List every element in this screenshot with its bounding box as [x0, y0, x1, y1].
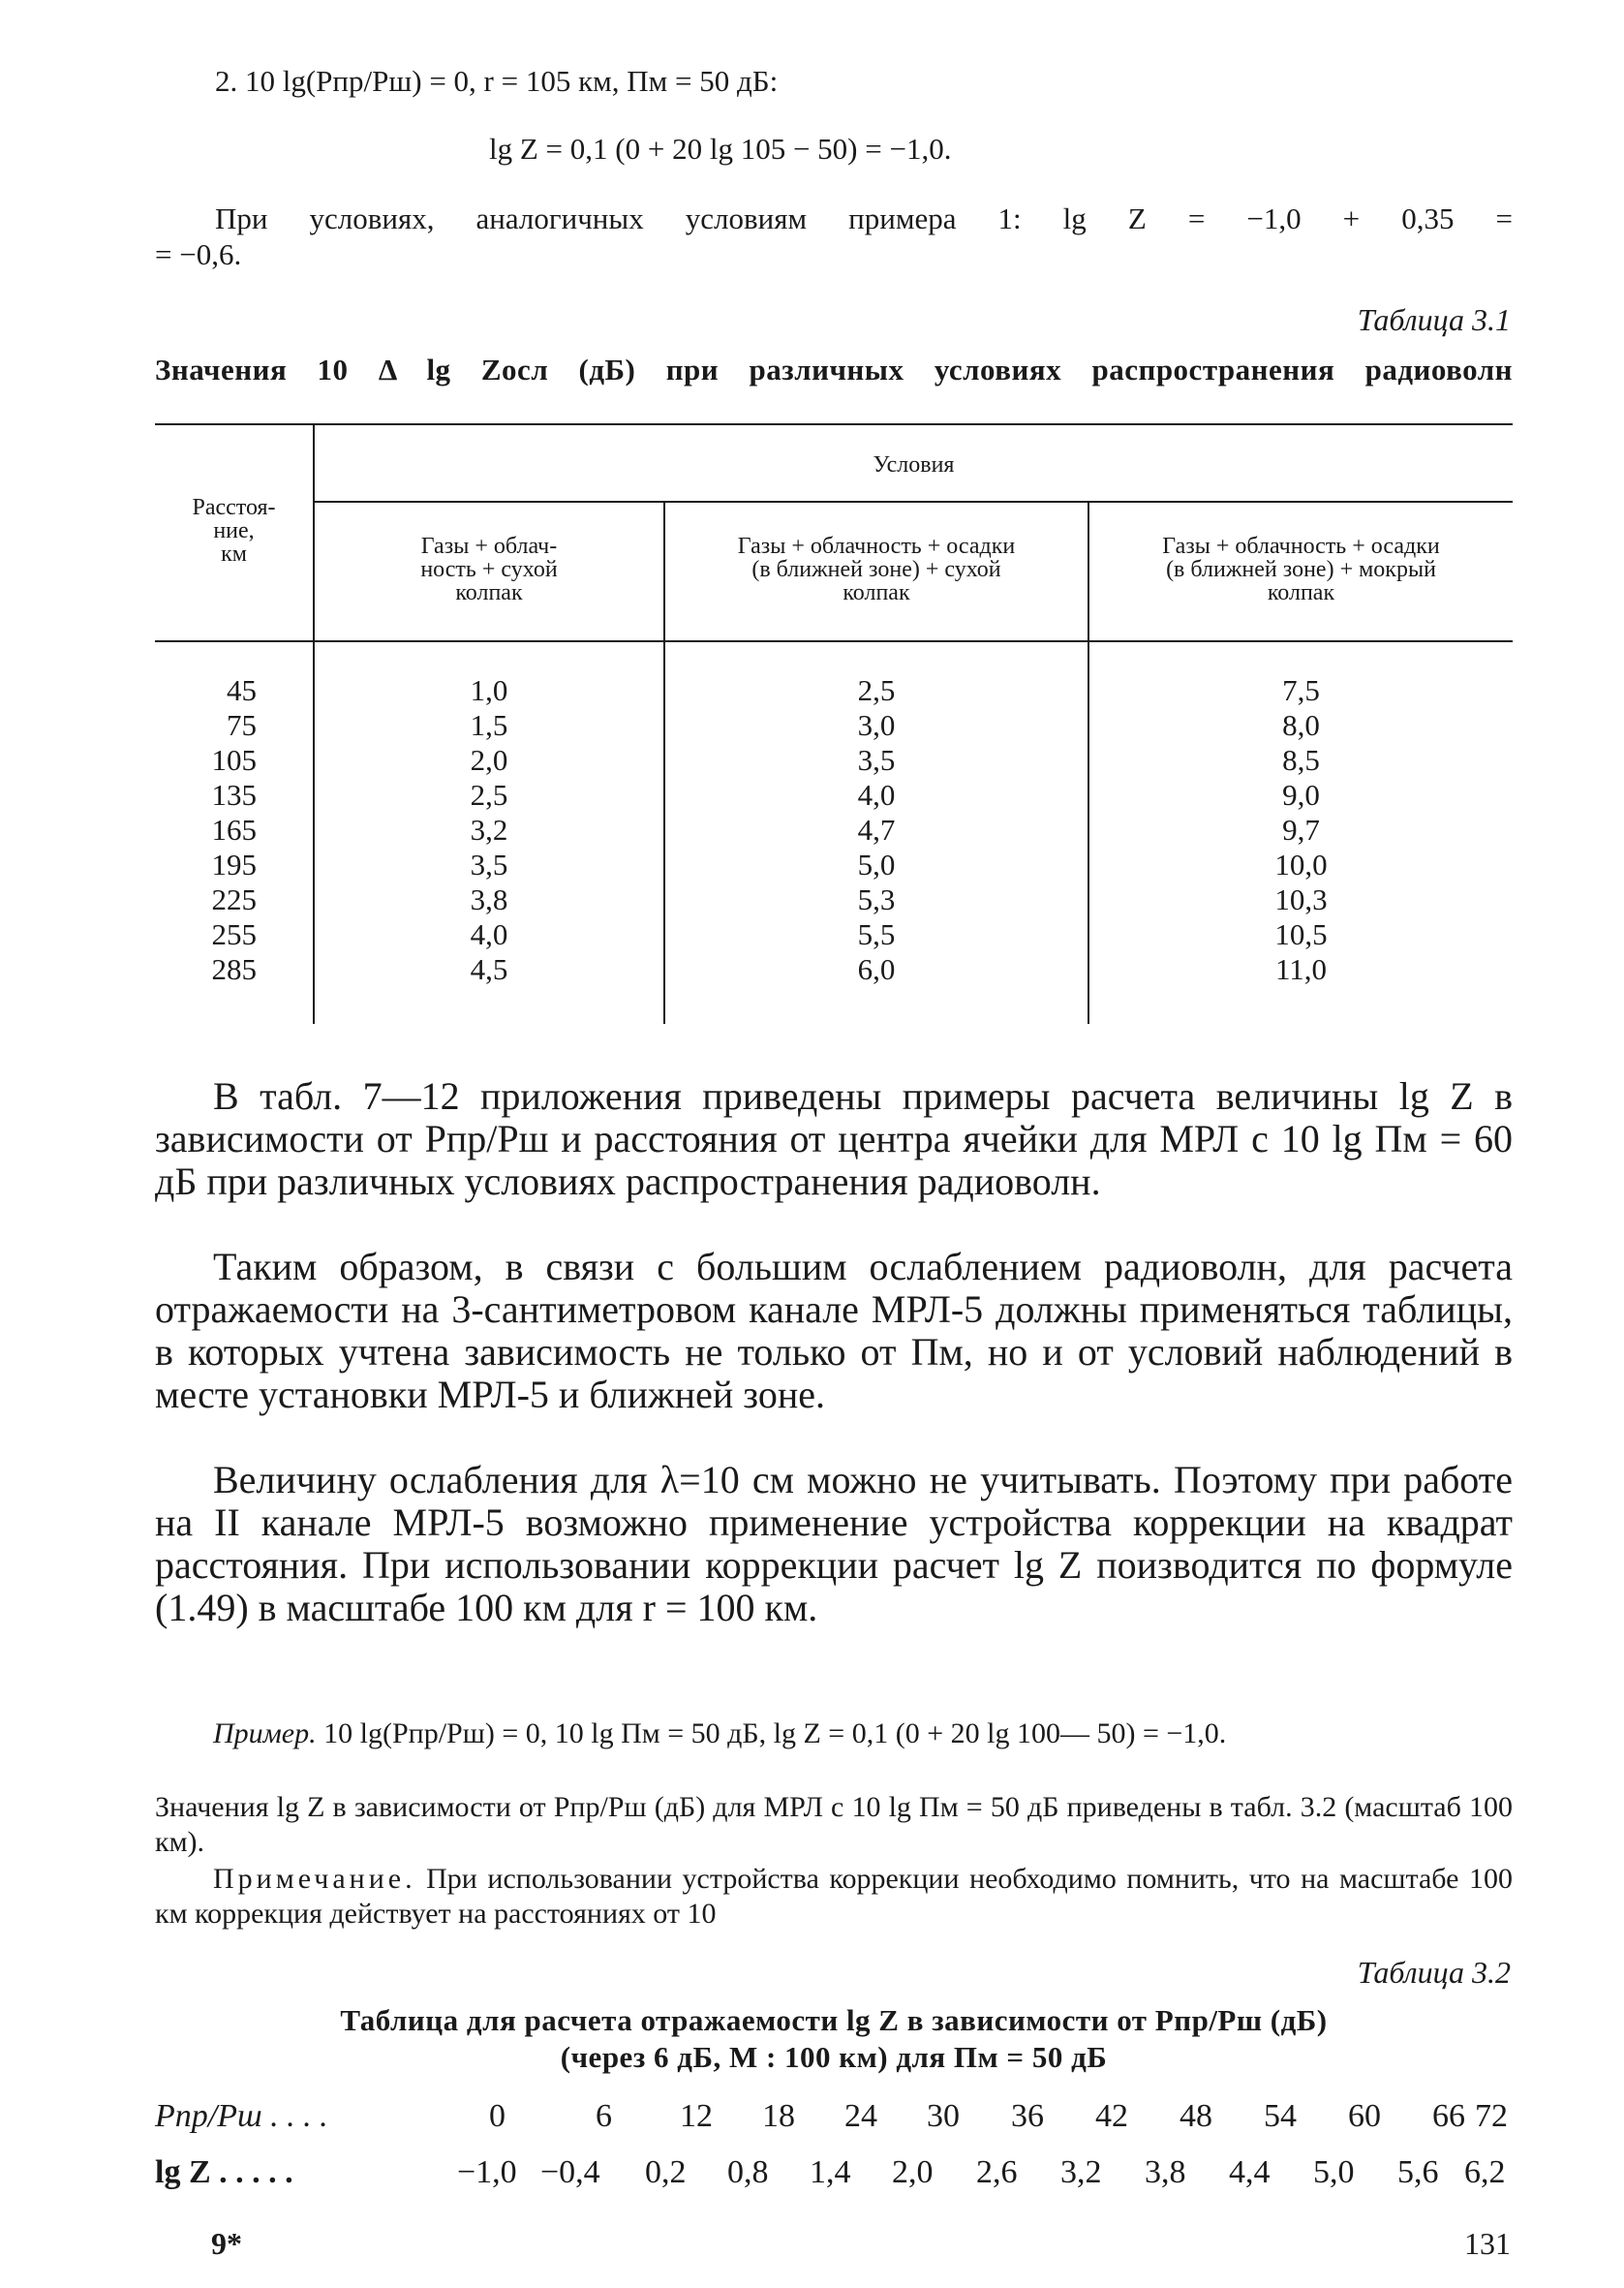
table2-cell: 66	[1432, 2098, 1465, 2134]
header-col2-line: (в ближней зоне) + сухой	[751, 557, 1001, 582]
table2-caption-line2: (через 6 дБ, М : 100 км) для Пм = 50 дБ	[560, 2040, 1108, 2074]
table1-header-col3	[1089, 535, 1513, 604]
table1-header-rule	[155, 640, 1513, 642]
note-text: При использовании устройства коррекции необходимо помнить, что на масштабе 100 км коррекция действует на расстояниях от 10	[155, 1863, 1513, 1930]
example-block	[155, 1716, 1513, 1751]
page-number: 131	[1464, 2226, 1511, 2261]
table2-row1-label: Pпр/Pш . . . .	[155, 2098, 328, 2134]
table1-col1-values: 1,0 1,5 2,0 2,5 3,2 3,5 3,8 4,0 4,5	[470, 673, 508, 986]
paragraph-3	[155, 1459, 1513, 1629]
table2-cell: 6,2	[1464, 2154, 1506, 2190]
table2-cell: 30	[927, 2098, 960, 2134]
table2-cell: 42	[1095, 2098, 1128, 2134]
example-2-line: 2. 10 lg(Pпр/Pш) = 0, r = 105 км, Пм = 50 дБ:	[215, 64, 779, 98]
table1-distance-col: 45 75 105 135 165 195 225 255 285	[211, 673, 257, 986]
table1-top-rule	[155, 423, 1513, 425]
table1-conditions-rule	[315, 501, 1513, 503]
header-col1-line: колпак	[455, 580, 523, 605]
table2-caption-line1: Таблица для расчета отражаемости lg Z в зависимости от Pпр/Pш (дБ)	[340, 2003, 1328, 2037]
table2-cell: 5,6	[1397, 2154, 1439, 2190]
note-label: Примечание.	[213, 1863, 416, 1895]
table1-header-conditions: Условия	[873, 452, 955, 478]
table2-row2-label: lg Z . . . . .	[155, 2154, 293, 2190]
header-col1-line: Газы + облач-	[420, 534, 558, 559]
table2-cell: 2,6	[976, 2154, 1018, 2190]
paragraph-1-text: В табл. 7—12 приложения приведены примеры расчета величины lg Z в зависимости от Pпр/Pш и расстояния от центра ячейки для МРЛ с 10 lg Пм = 60 дБ при различных условиях распространения радиоволн.	[155, 1074, 1513, 1203]
header-distance-line: Расстоя-	[192, 495, 276, 520]
table2-cell: 4,4	[1229, 2154, 1271, 2190]
table2-row-ratio	[155, 2098, 1513, 2143]
note-block	[155, 1862, 1513, 1932]
table2-cell: 12	[680, 2098, 713, 2134]
paragraph-2-text: Таким образом, в связи с большим ослаблением радиоволн, для расчета отражаемости на 3-сантиметровом канале МРЛ-5 должны применяться таблицы, в которых учтена зависимость не только от Пм, но и от условий наблюдений в месте установки МРЛ-5 и ближней зоне.	[155, 1245, 1513, 1416]
header-col2-line: колпак	[843, 580, 910, 605]
table1-caption: Значения 10 Δ lg Zосл (дБ) при различных условиях распространения радиоволн	[155, 353, 1513, 386]
signature-mark: 9*	[211, 2226, 242, 2261]
table2-cell: 6	[596, 2098, 612, 2134]
table2-cell: 2,0	[892, 2154, 934, 2190]
table2-cell: −1,0	[457, 2154, 517, 2190]
table2-cell: 3,2	[1060, 2154, 1102, 2190]
paragraph-1	[155, 1075, 1513, 1203]
table2-cell: 54	[1264, 2098, 1297, 2134]
example-text: 10 lg(Pпр/Pш) = 0, 10 lg Пм = 50 дБ, lg Z = 0,1 (0 + 20 lg 100— 50) = −1,0.	[323, 1717, 1227, 1749]
formula-lgz: lg Z = 0,1 (0 + 20 lg 105 − 50) = −1,0.	[489, 132, 952, 166]
header-distance-line: ние,	[213, 518, 255, 543]
header-col3-line: (в ближней зоне) + мокрый	[1166, 557, 1436, 582]
table1-header-col1	[315, 535, 663, 604]
table2-cell: 24	[844, 2098, 877, 2134]
table1-label: Таблица 3.1	[1357, 302, 1511, 337]
paragraph-2	[155, 1246, 1513, 1416]
table2-cell: 0,8	[727, 2154, 769, 2190]
conditions-line: При условиях, аналогичных условиям примера 1: lg Z = −1,0 + 0,35 =	[215, 201, 1513, 235]
table2-cell: 5,0	[1313, 2154, 1355, 2190]
header-col1-line: ность + сухой	[420, 557, 558, 582]
example-values-paragraph: Значения lg Z в зависимости от Pпр/Pш (дБ) для МРЛ с 10 lg Пм = 50 дБ приведены в табл. 3.2 (масштаб 100 км).	[155, 1791, 1513, 1858]
table2-cell: 60	[1348, 2098, 1381, 2134]
table2-cell: −0,4	[540, 2154, 600, 2190]
table2-row-lgz	[155, 2154, 1513, 2199]
table1-header-distance	[155, 496, 313, 566]
header-col3-line: Газы + облачность + осадки	[1162, 534, 1440, 559]
table2-cell: 1,4	[810, 2154, 851, 2190]
table2-cell: 48	[1180, 2098, 1212, 2134]
table2-cell: 3,8	[1145, 2154, 1186, 2190]
header-col2-line: Газы + облачность + осадки	[737, 534, 1016, 559]
conditions-result: = −0,6.	[155, 237, 242, 271]
table2-cell: 72	[1475, 2098, 1508, 2134]
table1-col3-values: 7,5 8,0 8,5 9,0 9,7 10,0 10,3 10,5 11,0	[1274, 673, 1328, 986]
table2-cell: 0	[489, 2098, 506, 2134]
header-col3-line: колпак	[1267, 580, 1335, 605]
example-label: Пример.	[213, 1717, 317, 1749]
table2-cell: 36	[1011, 2098, 1044, 2134]
table2-cell: 18	[762, 2098, 795, 2134]
table1-col2-values: 2,5 3,0 3,5 4,0 4,7 5,0 5,3 5,5 6,0	[857, 673, 896, 986]
paragraph-3-text: Величину ослабления для λ=10 см можно не учитывать. Поэтому при работе на II канале МРЛ-5 возможно применение устройства коррекции на квадрат расстояния. При использовании коррекции расчет lg Z поизводится по формуле (1.49) в масштабе 100 км для r = 100 км.	[155, 1458, 1513, 1629]
table2-label: Таблица 3.2	[1357, 1955, 1511, 1990]
table1-header-col2	[665, 535, 1088, 604]
table2-cell: 0,2	[645, 2154, 687, 2190]
header-distance-line: км	[221, 541, 247, 567]
